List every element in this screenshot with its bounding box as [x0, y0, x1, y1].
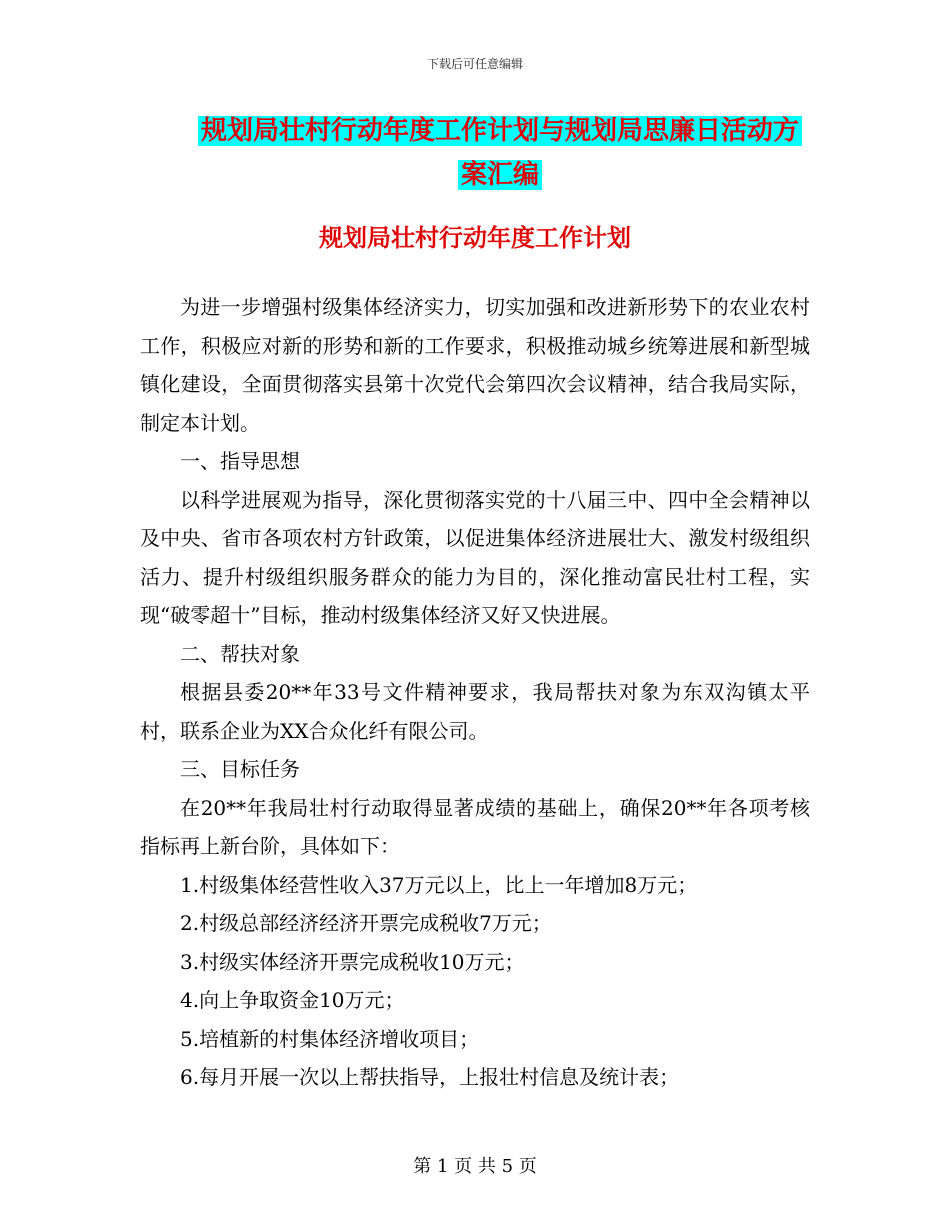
list-item: 1.村级集体经营性收入37万元以上，比上一年增加8万元； [180, 872, 698, 897]
document-title-line-1: 规划局壮村行动年度工作计划与规划局思廉日活动方 [190, 106, 810, 156]
heading-guiding-ideology: 一、指导思想 [180, 449, 300, 473]
paragraph: 以科学进展观为指导，深化贯彻落实党的十八届三中、四中全会精神以及中央、省市各项农村方针政策，以促进集体经济进展壮大、激发村级组织活力、提升村级组织服务群众的能力为目的，深化推动富民壮村工程，实现“破零超十”目标，推动村级集体经济又好又快进展。 [140, 487, 810, 627]
list-item: 6.每月开展一次以上帮扶指导，上报壮村信息及统计表； [180, 1065, 680, 1089]
document-title-line-2: 案汇编 [190, 150, 810, 200]
header-note: 下载后可任意编辑 [426, 57, 523, 71]
document-body [140, 288, 810, 1097]
paragraph: 在20**年我局壮村行动取得显著成绩的基础上，确保20**年各项考核指标再上新台阶，具体如下： [140, 795, 810, 858]
list-item: 3.村级实体经济开票完成税收10万元； [180, 949, 525, 974]
heading-assistance-targets: 二、帮扶对象 [180, 641, 300, 666]
section-title: 规划局壮村行动年度工作计划 [319, 223, 631, 252]
paragraph: 为进一步增强村级集体经济实力，切实加强和改进新形势下的农业农村工作，积极应对新的形势和新的工作要求，积极推动城乡统筹进展和新型城镇化建设，全面贯彻落实县第十次党代会第四次会议精神，结合我局实际，制定本计划。 [140, 295, 810, 435]
list-item: 4.向上争取资金10万元； [180, 988, 405, 1012]
list-item: 5.培植新的村集体经济增收项目； [180, 1026, 480, 1051]
page-footer: 第 1 页 共 5 页 [413, 1156, 537, 1177]
paragraph: 根据县委20**年33号文件精神要求，我局帮扶对象为东双沟镇太平村，联系企业为XX合众化纤有限公司。 [140, 680, 810, 743]
heading-target-tasks: 三、目标任务 [180, 757, 300, 781]
list-item: 2.村级总部经济经济开票完成税收7万元； [180, 911, 552, 935]
